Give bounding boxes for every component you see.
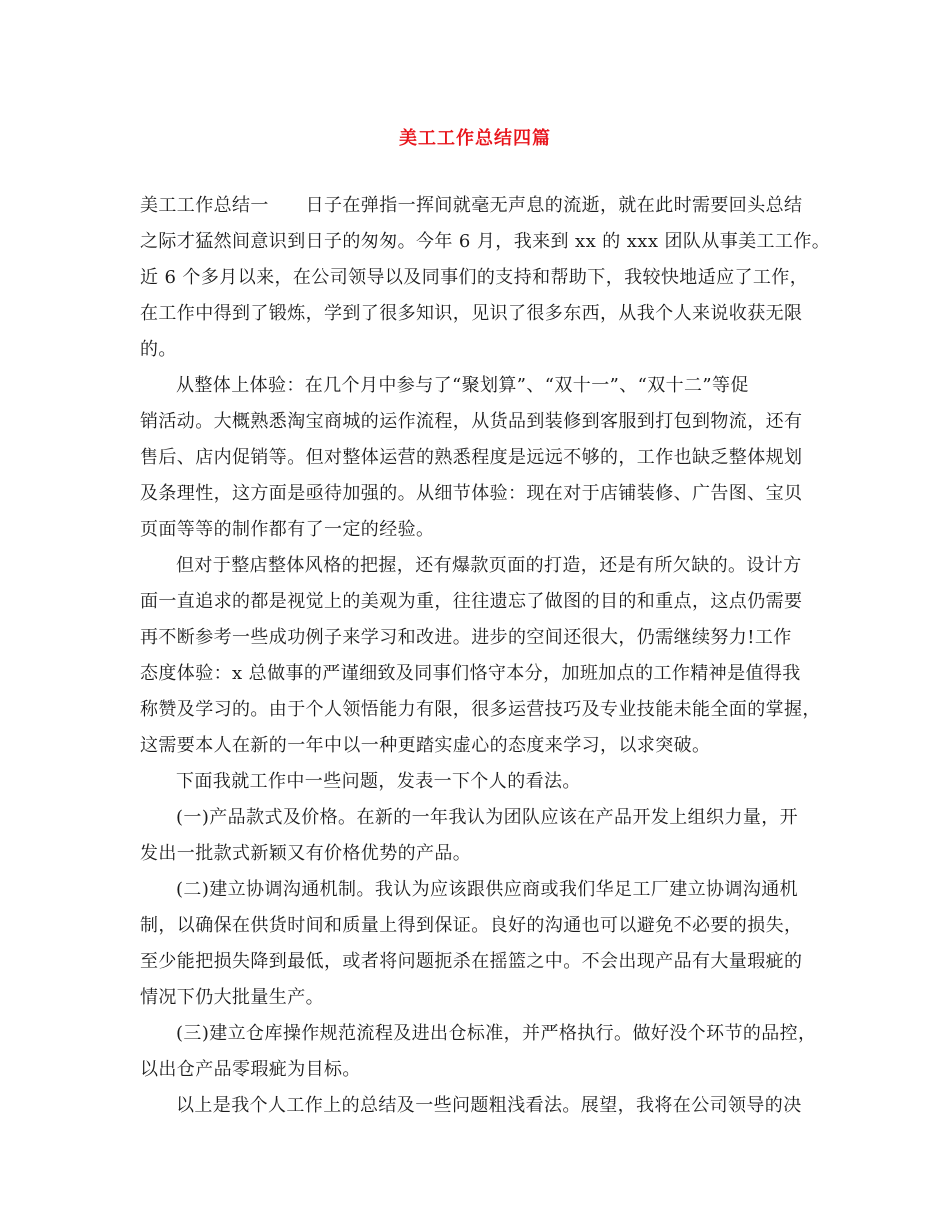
text-line: 发出一批款式新颖又有价格优势的产品。 <box>140 843 472 864</box>
text-line: 页面等等的制作都有了一定的经验。 <box>140 519 435 540</box>
text-line: 及条理性，这方面是亟待加强的。从细节体验：现在对于店铺装修、广告图、宝贝 <box>140 483 803 504</box>
text-line: 销活动。大概熟悉淘宝商城的运作流程，从货品到装修到客服到打包到物流，还有 <box>140 411 803 432</box>
text-line: 在工作中得到了锻炼，学到了很多知识，见识了很多东西，从我个人来说收获无限 <box>140 303 803 324</box>
text-line: (三)建立仓库操作规范流程及进出仓标准，并严格执行。做好没个环节的品控， <box>176 1023 817 1044</box>
text-line: 面一直追求的都是视觉上的美观为重，往往遗忘了做图的目的和重点，这点仍需要 <box>140 591 803 612</box>
text-line: 从整体上体验：在几个月中参与了“聚划算”、“双十一”、“双十二”等促 <box>176 375 749 396</box>
text-line: 再不断参考一些成功例子来学习和改进。进步的空间还很大，仍需继续努力!工作 <box>140 627 792 648</box>
text-line: 这需要本人在新的一年中以一种更踏实虚心的态度来学习，以求突破。 <box>140 735 711 756</box>
text-line: 以上是我个人工作上的总结及一些问题粗浅看法。展望，我将在公司领导的决 <box>176 1095 802 1116</box>
text-line: 以出仓产品零瑕疵为目标。 <box>140 1059 361 1080</box>
text-line: 之际才猛然间意识到日子的匆匆。今年 6 月，我来到 xx 的 xxx 团队从事美工工作。 <box>140 231 831 252</box>
text-line: 售后、店内促销等。但对整体运营的熟悉程度是远远不够的，工作也缺乏整体规划 <box>140 447 803 468</box>
document-title: 美工工作总结四篇 <box>399 128 551 149</box>
text-line: 情况下仍大批量生产。 <box>140 987 324 1008</box>
text-line: 下面我就工作中一些问题，发表一下个人的看法。 <box>176 771 581 792</box>
text-line: 近 6 个多月以来，在公司领导以及同事们的支持和帮助下，我较快地适应了工作， <box>140 267 809 288</box>
text-line: 但对于整店整体风格的把握，还有爆款页面的打造，还是有所欠缺的。设计方 <box>176 555 802 576</box>
text-line: 美工工作总结一 日子在弹指一挥间就毫无声息的流逝，就在此时需要回头总结 <box>140 195 803 216</box>
text-line: 态度体验：x 总做事的严谨细致及同事们恪守本分，加班加点的工作精神是值得我 <box>140 663 801 684</box>
text-line: 的。 <box>140 339 177 360</box>
text-line: 制，以确保在供货时间和质量上得到保证。良好的沟通也可以避免不必要的损失， <box>140 915 803 936</box>
text-line: 至少能把损失降到最低，或者将问题扼杀在摇篮之中。不会出现产品有大量瑕疵的 <box>140 951 803 972</box>
text-line: (二)建立协调沟通机制。我认为应该跟供应商或我们华足工厂建立协调沟通机 <box>176 879 799 900</box>
text-line: (一)产品款式及价格。在新的一年我认为团队应该在产品开发上组织力量，开 <box>176 807 799 828</box>
text-line: 称赞及学习的。由于个人领悟能力有限，很多运营技巧及专业技能未能全面的掌握， <box>140 699 821 720</box>
